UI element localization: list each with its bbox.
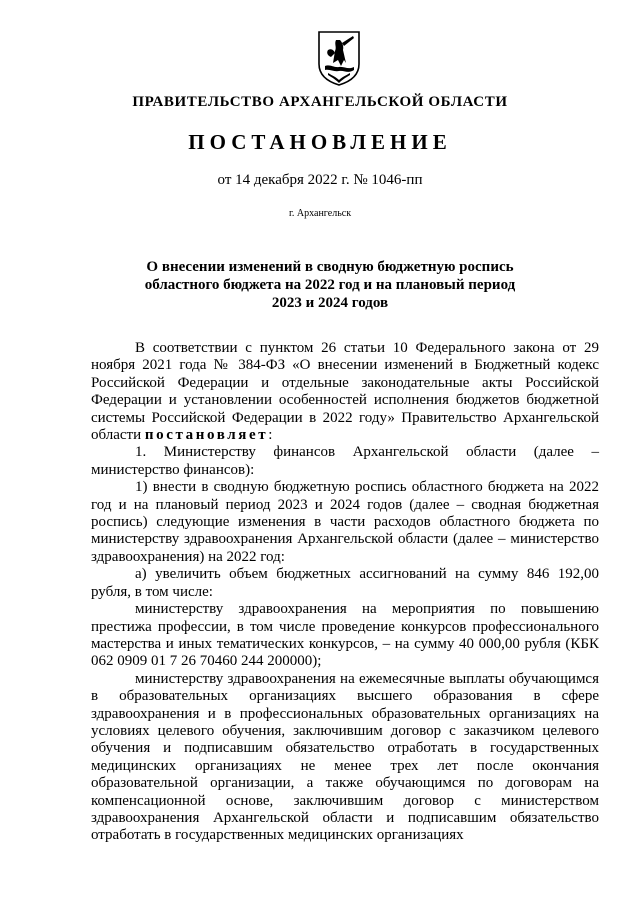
- title-line: 2023 и 2024 годов: [271, 295, 389, 311]
- body-paragraph: 1. Министерству финансов Архангельской области (далее – министерство финансов):: [91, 444, 599, 478]
- document-title: [120, 258, 540, 312]
- body-paragraph: 1) внести в сводную бюджетную роспись областного бюджета на 2022 год и на плановый период 2023 и 2024 годов (далее – сводная бюджетная роспись) следующие изменения в части расходов областного бюджета по министерству здравоохранения Архангельской области (далее – министерство здравоохранения) на 2022 год:: [91, 479, 599, 565]
- body-paragraph: [91, 340, 599, 444]
- preamble-colon: :: [268, 427, 273, 444]
- document-type: ПОСТАНОВЛЕНИЕ: [188, 130, 452, 154]
- document-date-number: от 14 декабря 2022 г. № 1046-пп: [217, 172, 423, 188]
- title-line: областного бюджета на 2022 год и на плановый период: [144, 277, 516, 293]
- title-line: О внесении изменений в сводную бюджетную роспись: [146, 259, 514, 275]
- body-paragraph: министерству здравоохранения на ежемесячные выплаты обучающимся в образовательных организациях высшего образования в сфере здравоохранения и в профессиональных образовательных организациях на условиях целевого обучения, заключившим договор с заказчиком целевого обучения и подписавшим обязательство отработать в государственных медицинских организациях не менее трех лет после окончания образовательной организации, а также обучающимся по договорам на компенсационной основе, заключившим договор с министерством здравоохранения Архангельской области и подписавшим обязательство отработать в государственных медицинских организациях: [91, 670, 599, 844]
- document-body: [91, 340, 599, 845]
- document-city: г. Архангельск: [288, 208, 352, 219]
- resolution-verb: постановляет: [144, 427, 269, 444]
- government-name: ПРАВИТЕЛЬСТВО АРХАНГЕЛЬСКОЙ ОБЛАСТИ: [132, 94, 508, 110]
- body-paragraph: а) увеличить объем бюджетных ассигнований на сумму 846 192,00 рубля, в том числе:: [91, 566, 599, 600]
- coat-of-arms-emblem: [316, 30, 362, 86]
- preamble-text: В соответствии с пунктом 26 статьи 10 Федерального закона от 29 ноября 2021 года № 384-ФЗ «О внесении изменений в Бюджетный кодекс Российской Федерации и отдельные законодательные акты Российской Федерации и установлении особенностей исполнения бюджетов бюджетной системы Российской Федерации в 2022 году» Правительство Архангельской области: [91, 340, 599, 444]
- body-paragraph: министерству здравоохранения на мероприятия по повышению престижа профессии, в том числе проведение конкурсов профессионального мастерства и иных тематических конкурсов, – на сумму 40 000,00 рубля (КБК 062 0909 01 7 26 70460 244 200000);: [91, 601, 599, 670]
